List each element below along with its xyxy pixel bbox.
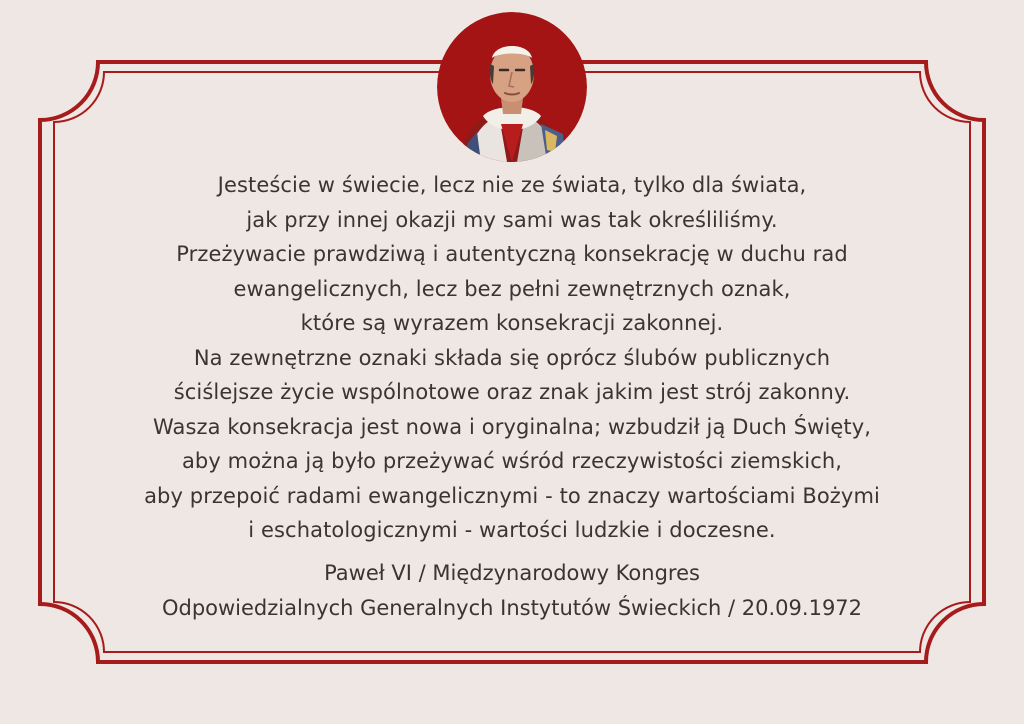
quote-line: Przeżywacie prawdziwą i autentyczną konsekrację w duchu rad bbox=[176, 242, 848, 266]
portrait-of-pope-paul-vi-icon bbox=[437, 12, 587, 162]
quote-text bbox=[80, 168, 944, 548]
quote-line: Jesteście w świecie, lecz nie ze świata, tylko dla świata, bbox=[217, 173, 807, 197]
quote-line: Na zewnętrzne oznaki składa się oprócz ślubów publicznych bbox=[193, 345, 831, 370]
quote-line: ewangelicznych, lecz bez pełni zewnętrznych oznak, bbox=[233, 276, 791, 301]
quote-line: ściślejsze życie wspólnotowe oraz znak jakim jest strój zakonny. bbox=[173, 380, 851, 404]
quote-line: jak przy innej okazji my sami was tak określiliśmy. bbox=[246, 207, 778, 232]
quote-line: Wasza konsekracja jest nowa i oryginalna; wzbudził ją Duch Święty, bbox=[152, 414, 872, 439]
quote-attribution bbox=[80, 556, 944, 626]
quote-line: aby można ją było przeżywać wśród rzeczywistości ziemskich, bbox=[181, 449, 843, 473]
attribution-author-line: Paweł VI / Międzynarodowy Kongres bbox=[324, 561, 700, 585]
quote-line: i eschatologicznymi - wartości ludzkie i doczesne. bbox=[248, 518, 776, 542]
quote-line: które są wyrazem konsekracji zakonnej. bbox=[300, 311, 724, 335]
quote-line: aby przepoić radami ewangelicznymi - to znaczy wartościami Bożymi bbox=[144, 483, 880, 508]
attribution-source-line: Odpowiedzialnych Generalnych Instytutów Świeckich / 20.09.1972 bbox=[161, 596, 863, 620]
portrait-medallion bbox=[437, 12, 587, 162]
